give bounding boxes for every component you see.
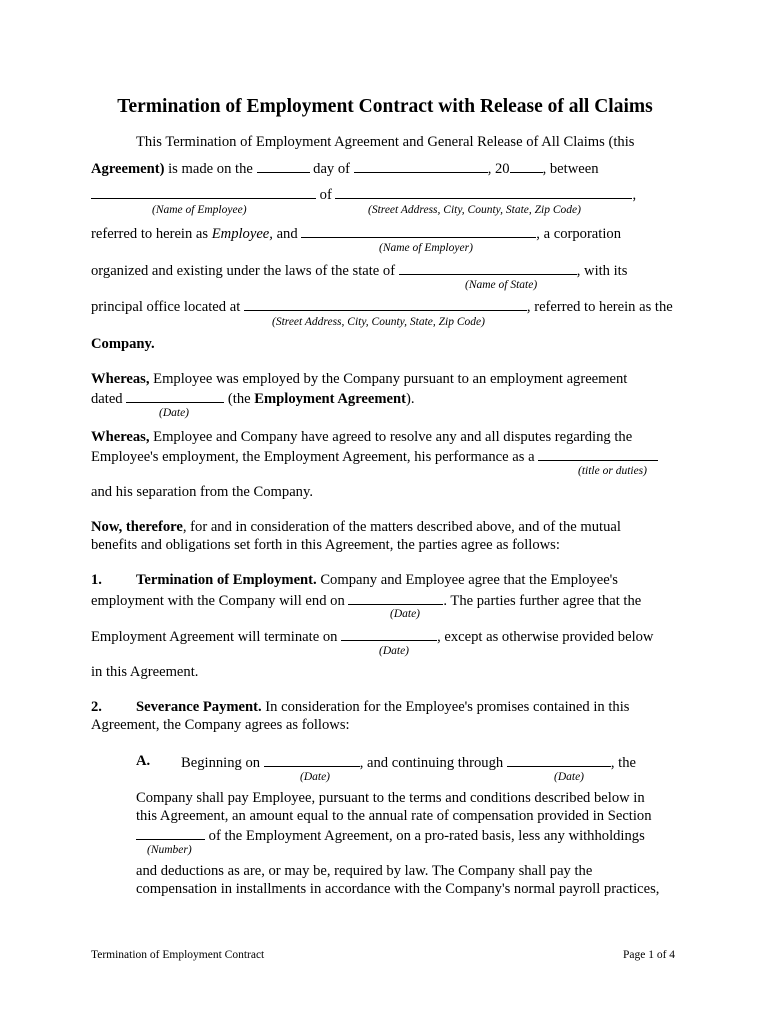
section-1-line-2 <box>91 591 641 610</box>
section-2-number <box>91 699 102 716</box>
beginning-on-text: Beginning on <box>181 755 264 771</box>
intro-line-6 <box>91 297 673 316</box>
now-therefore-lead: Now, therefore <box>91 519 183 535</box>
corporation-text: , a corporation <box>536 226 621 242</box>
whereas-2-line-2 <box>91 447 658 466</box>
section-2-text-p3: of the Employment Agreement, on a pro-rated basis, less any withholdings <box>205 828 645 844</box>
whereas-2-line-3: and his separation from the Company. <box>91 484 313 500</box>
caption-employee-address: (Street Address, City, County, State, Zip Code) <box>368 204 581 216</box>
between-text: , between <box>542 161 599 177</box>
footer-page-number: Page 1 of 4 <box>623 949 676 961</box>
whereas-1-line-2 <box>91 389 415 408</box>
close-text: ). <box>406 391 415 407</box>
caption-name-of-employer: (Name of Employer) <box>379 242 473 254</box>
the-open-text: (the <box>224 391 255 407</box>
section-1-text-2b: . The parties further agree that the <box>443 593 642 609</box>
subsection-a-line-2: Company shall pay Employee, pursuant to the terms and conditions described below in <box>136 790 645 806</box>
the-text: , the <box>610 755 636 771</box>
section-2-text: In consideration for the Employee's promises contained in this <box>261 699 630 715</box>
section-2-heading: Severance Payment. <box>136 699 262 715</box>
company-address-field[interactable] <box>244 297 527 311</box>
year-prefix: , 20 <box>487 161 510 177</box>
subsection-a-line-6: compensation in installments in accordance with the Company's normal payroll practices, <box>136 881 660 897</box>
section-1-number <box>91 572 102 589</box>
footer-document-name: Termination of Employment Contract <box>91 949 265 961</box>
whereas-1-text: Employee was employed by the Company pursuant to an employment agreement <box>149 371 628 387</box>
month-field[interactable] <box>354 159 488 173</box>
dated-text: dated <box>91 391 127 407</box>
now-therefore-text: , for and in consideration of the matters described above, and of the mutual <box>182 519 621 535</box>
principal-text: principal office located at <box>91 299 244 315</box>
payment-end-date-field[interactable] <box>507 753 611 767</box>
continuing-through-text: , and continuing through <box>359 755 507 771</box>
caption-start-date: (Date) <box>300 771 331 783</box>
now-therefore-line-1 <box>91 519 621 536</box>
agreement-date-field[interactable] <box>126 389 224 403</box>
year-field[interactable] <box>510 159 543 173</box>
day-field[interactable] <box>257 159 310 173</box>
whereas-2-line-1 <box>91 429 632 446</box>
employment-end-date-field[interactable] <box>348 591 443 605</box>
payment-start-date-field[interactable] <box>264 753 360 767</box>
caption-number: (Number) <box>147 844 192 856</box>
intro-line-2 <box>91 159 599 178</box>
whereas-2-lead: Whereas, <box>91 429 150 445</box>
caption-end-date: (Date) <box>390 608 421 620</box>
whereas-2-text-2: Employee's employment, the Employment Agreement, his performance as a <box>91 449 539 465</box>
caption-agreement-date: (Date) <box>159 407 190 419</box>
company-term <box>91 336 155 353</box>
state-field[interactable] <box>399 261 577 275</box>
subsection-a-line-5: and deductions as are, or may be, required by law. The Company shall pay the <box>136 863 593 879</box>
section-1-num: 1. <box>91 572 102 588</box>
subsection-a-num: A. <box>136 753 151 769</box>
company-bold: Company. <box>91 336 155 352</box>
section-1-text-3b: , except as otherwise provided below <box>437 629 654 645</box>
employer-name-field[interactable] <box>301 224 536 238</box>
subsection-a-line-4 <box>136 826 645 845</box>
organized-text: organized and existing under the laws of the state of <box>91 263 399 279</box>
caption-termination-date: (Date) <box>379 645 410 657</box>
employment-agreement-term: Employment Agreement <box>254 391 406 407</box>
section-1-heading: Termination of Employment. <box>136 572 317 588</box>
whereas-1-line-1 <box>91 371 627 388</box>
caption-title-duties: (title or duties) <box>578 465 647 477</box>
section-2-line-1 <box>136 699 629 716</box>
referred-company-text: , referred to herein as the <box>526 299 673 315</box>
section-2-num: 2. <box>91 699 102 715</box>
subsection-a-label <box>136 753 150 770</box>
agreement-termination-date-field[interactable] <box>341 627 437 641</box>
of-text: of <box>316 187 336 203</box>
section-1-text: Company and Employee agree that the Employee's <box>316 572 618 588</box>
document-title: Termination of Employment Contract with Release of all Claims <box>117 96 653 117</box>
intro-line-5 <box>91 261 627 280</box>
intro-line-4 <box>91 224 621 243</box>
day-of-text: day of <box>309 161 354 177</box>
whereas-1-lead: Whereas, <box>91 371 150 387</box>
now-therefore-line-2: benefits and obligations set forth in this Agreement, the parties agree as follows: <box>91 537 560 553</box>
section-1-text-2a: employment with the Company will end on <box>91 593 349 609</box>
section-2-line-2: Agreement, the Company agrees as follows: <box>91 717 350 733</box>
section-1-line-1 <box>136 572 618 589</box>
caption-name-of-employee: (Name of Employee) <box>152 204 247 216</box>
section-1-line-4: in this Agreement. <box>91 664 199 680</box>
comma-text: , <box>632 187 637 203</box>
caption-name-of-state: (Name of State) <box>465 279 538 291</box>
section-1-line-3 <box>91 627 653 646</box>
referred-text: referred to herein as <box>91 226 212 242</box>
section-number-field[interactable] <box>136 826 205 840</box>
intro-line-3 <box>91 185 636 204</box>
subsection-a-line-1 <box>181 753 636 772</box>
agreement-term: Agreement) <box>91 161 165 177</box>
made-on-text: is made on the <box>164 161 257 177</box>
caption-through-date: (Date) <box>554 771 585 783</box>
caption-company-address: (Street Address, City, County, State, Zip Code) <box>272 316 485 328</box>
employee-term: Employee, <box>211 226 273 242</box>
employee-address-field[interactable] <box>335 185 632 199</box>
section-1-text-3a: Employment Agreement will terminate on <box>91 629 342 645</box>
whereas-2-text: Employee and Company have agreed to resolve any and all disputes regarding the <box>149 429 633 445</box>
intro-line-1: This Termination of Employment Agreement and General Release of All Claims (this <box>136 134 635 150</box>
employee-name-field[interactable] <box>91 185 316 199</box>
and-text: and <box>272 226 302 242</box>
subsection-a-line-3: this Agreement, an amount equal to the annual rate of compensation provided in Section <box>136 808 652 824</box>
title-duties-field[interactable] <box>538 447 658 461</box>
with-its-text: , with its <box>576 263 628 279</box>
